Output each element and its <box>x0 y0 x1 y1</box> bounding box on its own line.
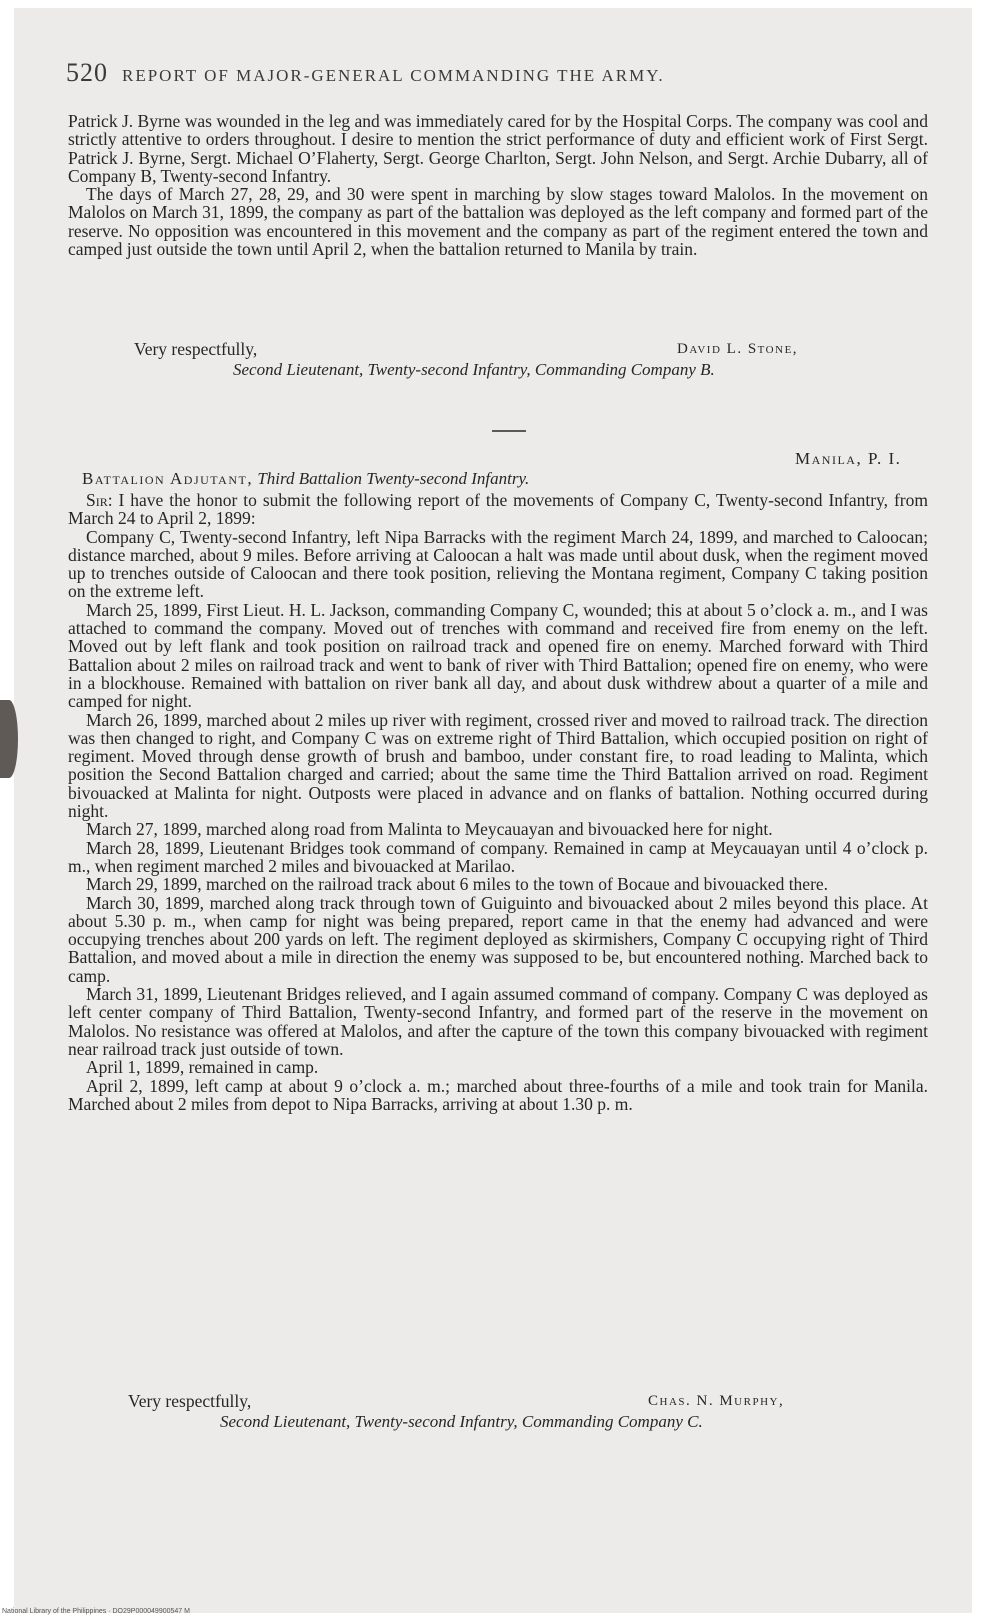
report-c-signature-name: Chas. N. Murphy, <box>648 1393 785 1409</box>
report-c-signature-title: Second Lieutenant, Twenty-second Infantry, Commanding Company C. <box>220 1412 703 1431</box>
report-c-closing: Very respectfully, <box>128 1391 252 1411</box>
report-c-paragraph: Company C, Twenty-second Infantry, left Nipa Barracks with the regiment March 24, 1899, and marched to Caloocan; distance marched, about 9 miles. Before arriving at Caloocan a halt was made until about dusk, when the regiment moved up to trenches outside of Caloocan and there took position, relieving the Montana regiment, Company C taking position on the extreme left. <box>68 526 928 602</box>
running-head: REPORT OF MAJOR-GENERAL COMMANDING THE ARMY. <box>122 66 665 85</box>
report-c-paragraph: April 1, 1899, remained in camp. <box>86 1057 319 1078</box>
scanned-page <box>14 8 972 1613</box>
addressee-rank: Battalion Adjutant, <box>82 469 254 488</box>
report-c-paragraph: March 27, 1899, marched along road from Malinta to Meycauayan and bivouacked here for night. <box>86 819 773 840</box>
scan-footer: National Library of the Philippines · DO29P000049900547 M <box>2 1608 190 1615</box>
report-c-paragraph: March 29, 1899, marched on the railroad track about 6 miles to the town of Bocaue and bivouacked there. <box>86 874 829 895</box>
report-c-opening-paragraph <box>68 491 928 528</box>
report-b-body <box>68 112 928 258</box>
thumb-shadow <box>0 700 18 778</box>
report-b-closing: Very respectfully, <box>134 339 258 359</box>
report-c-paragraph: March 30, 1899, marched along track through town of Guiguinto and bivouacked about 2 miles beyond this place. At about 5.30 p. m., when camp for night was being prepared, report came in that the enemy had advanced and were occupying trenches about 200 yards on left. The regiment deployed as skirmishers, Company C occupying right of Third Battalion, and moved about a mile in direction the enemy was supposed to be, but encountered nothing. Marched back to camp. <box>68 892 928 986</box>
report-b-signature-title: Second Lieutenant, Twenty-second Infantry, Commanding Company B. <box>233 360 715 379</box>
salutation: Sir: <box>86 490 113 510</box>
page-number: 520 <box>66 58 108 87</box>
report-b-paragraph: The days of March 27, 28, 29, and 30 were spent in marching by slow stages toward Malolos. In the movement on Malolos on March 31, 1899, the company as part of the battalion was deployed as the left company and formed part of the reserve. No opposition was encountered in this movement and the company as part of the regiment entered the town and camped just outside the town until April 2, when the battalion returned to Manila by train. <box>68 184 928 260</box>
report-c-dateline: Manila, P. I. <box>795 449 902 468</box>
report-c-paragraph: March 31, 1899, Lieutenant Bridges relieved, and I again assumed command of company. Company C was deployed as left center company of Third Battalion, Twenty-second Infantry, and formed part of the reserve in the movement on Malolos. No resistance was offered at Malolos, and after the capture of the town this company bivouacked with regiment near railroad track just outside of town. <box>68 984 928 1059</box>
addressee-unit: Third Battalion Twenty-second Infantry. <box>257 469 530 488</box>
page-header <box>66 58 906 88</box>
report-c-paragraph: March 28, 1899, Lieutenant Bridges took command of company. Remained in camp at Meycauayan until 4 o’clock p. m., when regiment marched 2 miles and bivouacked at Marilao. <box>68 837 928 876</box>
report-b-paragraph: Patrick J. Byrne was wounded in the leg and was immediately cared for by the Hospital Corps. The company was cool and strictly attentive to orders throughout. I desire to mention the strict performance of duty and efficient work of First Sergt. Patrick J. Byrne, Sergt. Michael O’Flaherty, Sergt. George Charlton, Sergt. John Nelson, and Sergt. Archie Dubarry, all of Company B, Twenty-second Infantry. <box>68 111 928 186</box>
report-b-signature-name: David L. Stone, <box>677 341 799 357</box>
report-c-paragraph: April 2, 1899, left camp at about 9 o’clock a. m.; marched about three-fourths of a mile and took train for Manila. Marched about 2 miles from depot to Nipa Barracks, arriving at about 1.30 p. m. <box>68 1075 928 1114</box>
report-c-paragraph: March 25, 1899, First Lieut. H. L. Jackson, commanding Company C, wounded; this at about 5 o’clock a. m., and I was attached to command the company. Moved out of trenches with command and received fire from enemy on the left. Moved out by left flank and took position on railroad track and opened fire on enemy. Marched forward with Third Battalion about 2 miles on railroad track and went to bank of river with Third Battalion; opened fire on enemy, who were in a blockhouse. Remained with battalion on river bank all day, and about dusk withdrew about a quarter of a mile and camped for night. <box>68 599 928 712</box>
report-c-opening: I have the honor to submit the following report of the movements of Company C, Twenty-second Infantry, from March 24 to April 2, 1899: <box>68 490 928 529</box>
report-c-addressee <box>82 469 529 489</box>
report-c-body <box>68 491 928 1113</box>
section-divider <box>492 430 526 432</box>
report-c-paragraph: March 26, 1899, marched about 2 miles up river with regiment, crossed river and moved to railroad track. The direction was then changed to right, and Company C was on extreme right of Third Battalion, which occupied position on right of regiment. Moved through dense growth of brush and bamboo, under constant fire, to road leading to Malinta, which position the Second Battalion charged and carried; about the same time the Third Battalion arrived on road. Regiment bivouacked at Malinta for night. Outposts were placed in advance and on flanks of battalion. Nothing occurred during night. <box>68 709 928 822</box>
